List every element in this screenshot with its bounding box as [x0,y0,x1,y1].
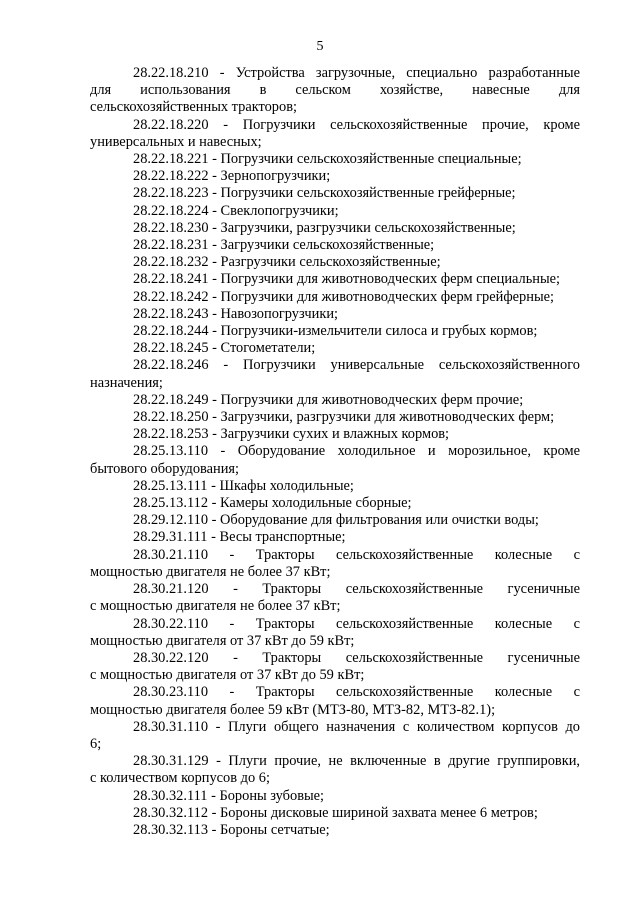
code-entry [90,478,580,495]
code-entry [90,650,580,684]
code-entry [90,151,580,168]
code-entry [90,616,580,650]
code-entry [90,443,580,477]
code-entry [90,822,580,839]
entry-line-first: 28.22.18.221 - Погрузчики сельскохозяйственные специальные; [133,151,522,168]
code-entry [90,340,580,357]
entry-line-first: 28.30.31.110 - Плуги общего назначения с количеством корпусов до [133,718,580,735]
entry-line-continuation: мощностью двигателя от 37 кВт до 59 кВт; [90,632,355,649]
entry-line-first: 28.22.18.222 - Зернопогрузчики; [133,168,331,185]
code-entry [90,203,580,220]
entry-line-first: 28.22.18.249 - Погрузчики для животноводческих ферм прочие; [133,391,524,408]
entry-line-first: 28.22.18.241 - Погрузчики для животноводческих ферм специальные; [133,271,561,288]
entry-line-first: 28.22.18.224 - Свеклопогрузчики; [133,202,339,219]
entry-line-first: 28.30.32.112 - Бороны дисковые шириной захвата менее 6 метров; [133,804,538,821]
code-entry [90,753,580,787]
code-entry [90,788,580,805]
entry-line-first: 28.22.18.242 - Погрузчики для животноводческих ферм грейферные; [133,288,555,305]
entry-line-first: 28.22.18.232 - Разгрузчики сельскохозяйственные; [133,254,441,271]
code-entry [90,117,580,151]
entry-line-first: 28.30.32.113 - Бороны сетчатые; [133,821,330,838]
code-entry [90,409,580,426]
entry-line-first: 28.30.22.120 - Тракторы сельскохозяйственные гусеничные [133,649,580,666]
entry-line-first: 28.22.18.245 - Стогометатели; [133,340,316,357]
entry-line-first: 28.22.18.253 - Загрузчики сухих и влажных кормов; [133,426,450,443]
entry-line-first: 28.30.32.111 - Бороны зубовые; [133,787,325,804]
entry-line-first: 28.22.18.223 - Погрузчики сельскохозяйственные грейферные; [133,185,516,202]
code-entry [90,426,580,443]
entry-line-continuation: универсальных и навесных; [90,133,262,150]
entry-line-first: 28.22.18.246 - Погрузчики универсальные сельскохозяйственного [133,357,580,374]
code-entry [90,306,580,323]
entry-line-continuation: мощностью двигателя не более 37 кВт; [90,563,331,580]
code-entry [90,529,580,546]
code-entry [90,185,580,202]
entry-line-first: 28.22.18.231 - Загрузчики сельскохозяйственные; [133,237,435,254]
code-entry [90,805,580,822]
code-entry [90,495,580,512]
code-entry [90,65,580,117]
code-entry [90,254,580,271]
entry-line-first: 28.29.31.111 - Весы транспортные; [133,529,346,546]
entry-line-first: 28.30.21.120 - Тракторы сельскохозяйственные гусеничные [133,581,580,598]
page-number: 5 [316,39,324,54]
entry-line-first: 28.22.18.244 - Погрузчики-измельчители силоса и грубых кормов; [133,323,538,340]
entry-line-first: 28.30.21.110 - Тракторы сельскохозяйственные колесные с [133,546,580,563]
entry-line-first: 28.29.12.110 - Оборудование для фильтрования или очистки воды; [133,512,539,529]
entry-list [90,65,580,839]
entry-line-continuation: сельскохозяйственных тракторов; [90,99,297,116]
code-entry [90,220,580,237]
code-entry [90,684,580,718]
code-entry [90,581,580,615]
code-entry [90,289,580,306]
entry-line-first: 28.30.31.129 - Плуги прочие, не включенные в другие группировки, [133,753,580,770]
code-entry [90,719,580,753]
entry-line-first: 28.22.18.210 - Устройства загрузочные, специально разработанные [133,65,580,81]
entry-line-first: 28.22.18.220 - Погрузчики сельскохозяйственные прочие, кроме [133,116,580,133]
entry-line-first: 28.30.23.110 - Тракторы сельскохозяйственные колесные с [133,684,580,701]
entry-line-continuation: с количеством корпусов до 6; [90,770,270,787]
code-entry [90,168,580,185]
entry-line-continuation: 6; [90,735,102,752]
entry-line-continuation: с мощностью двигателя не более 37 кВт; [90,598,341,615]
entry-line-first: 28.22.18.250 - Загрузчики, разгрузчики для животноводческих ферм; [133,409,555,426]
code-entry [90,271,580,288]
entry-line-first: 28.30.22.110 - Тракторы сельскохозяйственные колесные с [133,615,580,632]
entry-line-first: 28.25.13.111 - Шкафы холодильные; [133,477,354,494]
code-entry [90,512,580,529]
entry-line-first: 28.22.18.243 - Навозопогрузчики; [133,305,339,322]
entry-line-continuation: для использования в сельском хозяйстве, навесные для [90,82,580,99]
code-entry [90,392,580,409]
entry-line-first: 28.25.13.112 - Камеры холодильные сборные; [133,495,412,512]
entry-line-first: 28.25.13.110 - Оборудование холодильное и морозильное, кроме [133,443,580,460]
code-entry [90,323,580,340]
entry-line-continuation: с мощностью двигателя от 37 кВт до 59 кВт; [90,667,365,684]
entry-line-continuation: назначения; [90,374,163,391]
entry-line-continuation: мощностью двигателя более 59 кВт (МТЗ-80, МТЗ-82, МТЗ-82.1); [90,701,496,718]
code-entry [90,237,580,254]
entry-line-continuation: бытового оборудования; [90,460,240,477]
code-entry [90,357,580,391]
code-entry [90,547,580,581]
entry-line-first: 28.22.18.230 - Загрузчики, разгрузчики сельскохозяйственные; [133,219,516,236]
